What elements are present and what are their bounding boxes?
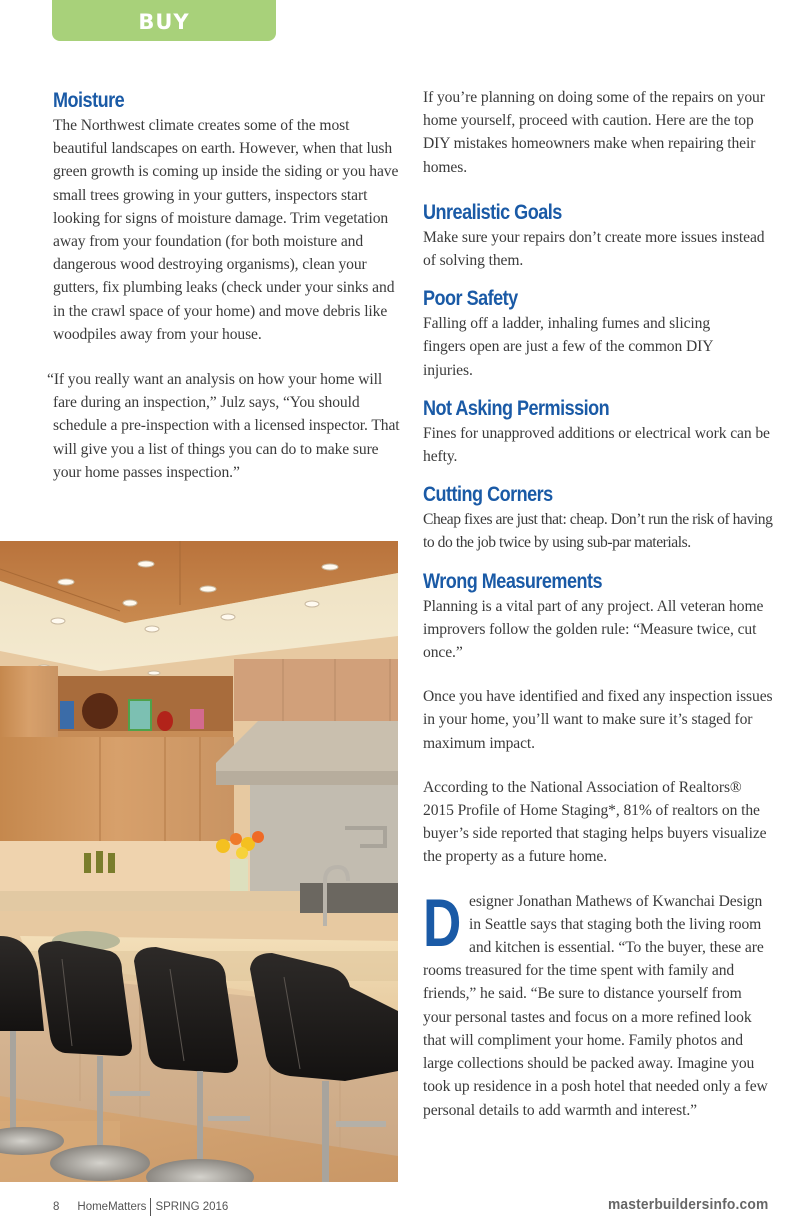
footer-divider (150, 1198, 151, 1216)
moisture-body: The Northwest climate creates some of the most beautiful landscapes on earth. However, when that lush green growth is coming up inside the siding or you have small trees growing in your gutters, inspectors start looking for signs of moisture damage. Trim vegetation away from your foundation (for both moisture and dangerous wood destroying organisms), clean your gutters, fix plumbing leaks (check under your sinks and in the crawl space of your home) and move debris like woodpiles away from your house. (53, 117, 399, 343)
designer-paragraph (423, 884, 773, 1122)
heading-not-asking-permission: Not Asking Permission (423, 396, 610, 420)
heading-wrong-measurements: Wrong Measurements (423, 569, 603, 593)
drop-cap: D (423, 884, 462, 961)
page-number: 8 (53, 1201, 60, 1213)
page-footer (0, 1196, 800, 1216)
poor-safety-body: Falling off a ladder, inhaling fumes and slicing fingers open are just a few of the common DIY injuries. (423, 315, 713, 379)
wrong-measurements-body: Planning is a vital part of any project. All veteran home improvers follow the golden rule: “Measure twice, cut once.” (423, 597, 764, 662)
nar-statistic: According to the National Association of Realtors® 2015 Profile of Home Staging*, 81% of realtors on the buyer’s side reported that staging helps buyers visualize the property as a future home. (423, 778, 767, 866)
issue-label: SPRING 2016 (155, 1201, 229, 1213)
left-column (47, 88, 403, 484)
kitchen-photo-image (0, 541, 398, 1182)
heading-moisture: Moisture (53, 89, 125, 112)
kitchen-photo (0, 541, 398, 1182)
website-link[interactable]: masterbuildersinfo.com (607, 1196, 768, 1213)
not-asking-permission-body: Fines for unapproved additions or electrical work can be hefty. (423, 424, 770, 466)
diy-intro: If you’re planning on doing some of the repairs on your home yourself, proceed with caution. Here are the top DIY mistakes homeowners make when repairing their homes. (423, 89, 765, 176)
magazine-name: HomeMatters (77, 1201, 147, 1213)
section-tab-label: BUY (138, 9, 190, 34)
section-tab-buy (52, 0, 276, 41)
cutting-corners-body: Cheap fixes are just that: cheap. Don’t run the risk of having to do the job twice by using sub-par materials. (423, 511, 773, 552)
unrealistic-goals-body: Make sure your repairs don’t create more issues instead of solving them. (423, 228, 765, 270)
heading-unrealistic-goals: Unrealistic Goals (423, 200, 562, 224)
staging-intro: Once you have identified and fixed any inspection issues in your home, you’ll want to make sure it’s staged for maximum impact. (423, 688, 773, 752)
heading-poor-safety: Poor Safety (423, 287, 518, 311)
julz-quote: “If you really want an analysis on how your home will fare during an inspection,” Julz says, “You should schedule a pre-inspection with a licensed inspector. That will give you a list of things you can do to make sure your home passes inspection.” (47, 371, 400, 481)
heading-cutting-corners: Cutting Corners (423, 483, 553, 507)
right-column (423, 86, 773, 1122)
designer-quote-body: esigner Jonathan Mathews of Kwanchai Design in Seattle says that staging both the living room and kitchen is essential. “To the buyer, these are rooms treasured for the time spent with family and friends,” he said. “Be sure to distance yourself from your personal tastes and focus on a more refined look that will compliment your home. Family photos and large collections should be packed away. Imagine you took up residence in a posh hotel that needed only a few personal details to add warmth and interest.” (423, 892, 768, 1119)
